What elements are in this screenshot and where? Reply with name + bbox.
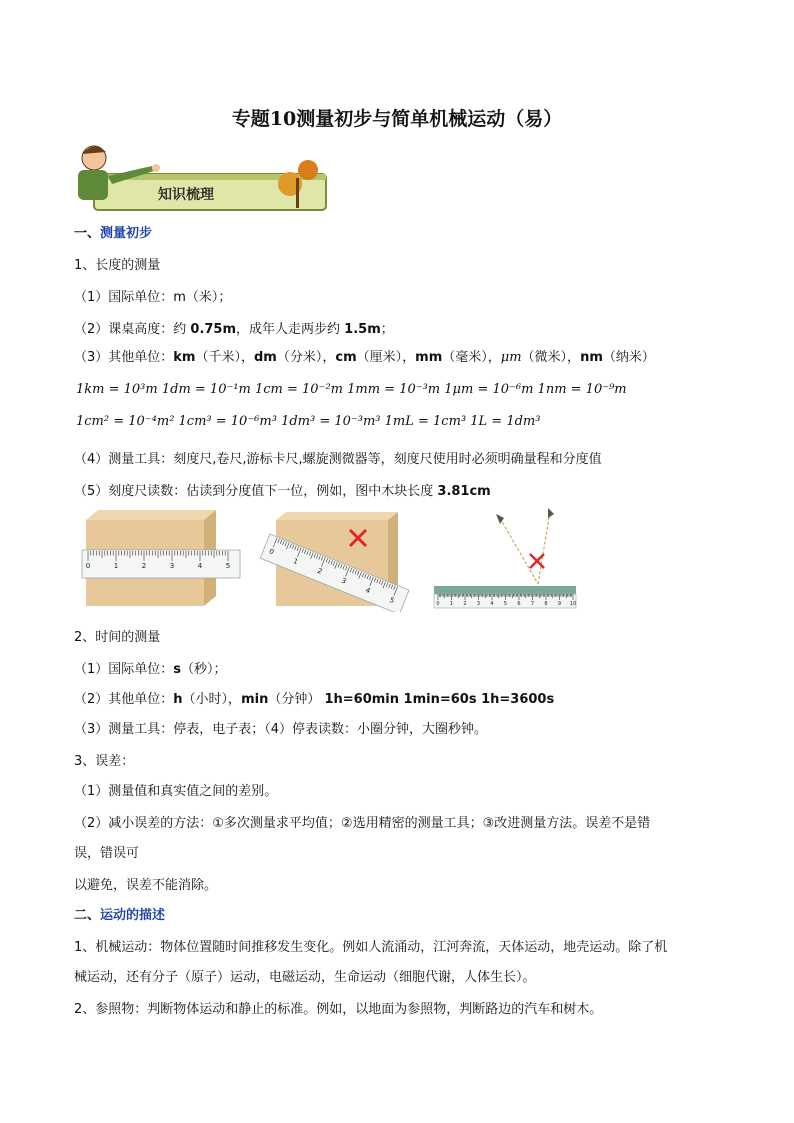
unit: dm: [254, 350, 277, 365]
value: 3.81cm: [437, 484, 491, 499]
section-label: 测量初步: [100, 226, 153, 241]
ruler-tick-label: 3: [169, 562, 175, 570]
text: （秒）；: [181, 662, 227, 677]
ruler-tick-label: 10: [569, 601, 577, 607]
section-heading-1: [74, 222, 152, 241]
text: （2）课桌高度：约: [74, 322, 191, 337]
ruler-tick-label: 0: [85, 562, 91, 570]
formula-line-1: 1km = 10³m 1dm = 10⁻¹m 1cm = 10⁻²m 1mm = 10⁻³m 1μm = 10⁻⁶m 1nm = 10⁻⁹m: [76, 382, 627, 397]
line-8: [74, 658, 227, 677]
line-7: 2、时间的测量: [74, 630, 161, 645]
unit: mm: [415, 350, 443, 365]
ruler-figures: [78, 506, 598, 612]
text: （分钟）: [268, 692, 325, 707]
ruler-tick-label: 9: [557, 601, 562, 607]
unit: h: [173, 692, 183, 707]
ruler-tick-label: 0: [436, 601, 440, 607]
formula-line-2: 1cm² = 10⁻⁴m² 1cm³ = 10⁻⁶m³ 1dm³ = 10⁻³m³ 1mL = 1cm³ 1L = 1dm³: [76, 414, 541, 429]
line-9: [74, 688, 554, 707]
ruler-tick-label: 1: [449, 601, 454, 607]
unit: cm: [335, 350, 357, 365]
ruler-tick-label: 2: [463, 601, 467, 607]
value: 1.5m: [344, 322, 381, 337]
ruler-tick-label: 1: [113, 562, 119, 570]
line-3: [74, 318, 394, 337]
page-title: 专题10测量初步与简单机械运动（易）: [231, 108, 563, 130]
ruler-tick-label: 4: [364, 586, 372, 596]
text: （千米），: [195, 350, 254, 365]
line-11: 3、误差：: [74, 754, 135, 769]
line-18: 2、参照物：判断物体运动和静止的标准。例如，以地面为参照物，判断路边的汽车和树木。: [74, 1002, 603, 1017]
section-label: 运动的描述: [100, 908, 166, 923]
ruler-tick-label: 2: [316, 566, 324, 576]
ruler-tick-label: 1: [291, 557, 300, 567]
section-number: 二、: [74, 908, 101, 923]
text: （纳米）: [602, 350, 655, 365]
text: ；: [380, 322, 394, 337]
line-14: 误，错误可: [74, 846, 140, 861]
unit: km: [173, 350, 196, 365]
line-13: （2）减小误差的方法：①多次测量求平均值；②选用精密的测量工具；③改进测量方法。误差不是错: [74, 816, 651, 831]
text: （小时），: [182, 692, 242, 707]
section-number: 一、: [74, 226, 101, 241]
ruler-tick-label: 2: [141, 562, 147, 570]
line-17: 械运动，还有分子（原子）运动，电磁运动，生命运动（细胞代谢，人体生长）。: [74, 970, 536, 985]
ruler-tick-label: 5: [503, 601, 508, 607]
line-16: 1、机械运动：物体位置随时间推移发生变化。例如人流涌动，江河奔流，天体运动，地壳运动。除了机: [74, 940, 668, 955]
ruler-tick-label: 3: [340, 576, 348, 586]
unit: min: [241, 692, 269, 707]
ruler-tick-label: 5: [388, 595, 396, 606]
line-10: （3）测量工具：停表，电子表；（4）停表读数：小圈分钟，大圈秒钟。: [74, 722, 488, 737]
line-12: （1）测量值和真实值之间的差别。: [74, 784, 278, 799]
line-5: （4）测量工具：刻度尺,卷尺,游标卡尺,螺旋测微器等，刻度尺使用时必须明确量程和分度值: [74, 452, 602, 467]
figure-tilted-ruler: [260, 512, 409, 612]
banner-label: 知识梳理: [158, 187, 214, 203]
text: （毫米），: [442, 350, 501, 365]
text: ，成年人走两步约: [236, 322, 345, 337]
figure-correct-ruler: [82, 510, 240, 606]
conversion: 1h=60min 1min=60s 1h=3600s: [324, 692, 555, 707]
line-15: 以避免，误差不能消除。: [74, 878, 218, 893]
text: （2）其他单位：: [74, 692, 174, 707]
knowledge-banner: [72, 140, 332, 216]
unit: μm: [500, 350, 522, 365]
line-1: 1、长度的测量: [74, 258, 161, 273]
text: （5）刻度尺读数：估读到分度值下一位，例如，图中木块长度: [74, 484, 438, 499]
text: （微米），: [521, 350, 581, 365]
line-6: [74, 480, 491, 499]
text: （厘米），: [356, 350, 416, 365]
line-2: （1）国际单位：m（米）；: [74, 290, 232, 305]
value: 0.75m: [190, 322, 237, 337]
unit: nm: [580, 350, 603, 365]
ruler-tick-label: 0: [267, 547, 275, 557]
line-4: [74, 346, 655, 365]
ruler-tick-label: 5: [225, 562, 231, 570]
text: （分米），: [276, 350, 336, 365]
unit: s: [173, 662, 182, 677]
figure-eye-reading: [434, 508, 576, 608]
text: （1）国际单位：: [74, 662, 174, 677]
ruler-tick-label: 4: [490, 601, 494, 607]
ruler-tick-label: 8: [544, 601, 548, 607]
text: （3）其他单位：: [74, 350, 174, 365]
section-heading-2: [74, 904, 165, 923]
ruler-tick-label: 7: [530, 601, 535, 607]
ruler-tick-label: 4: [197, 562, 203, 570]
ruler-tick-label: 6: [517, 601, 521, 607]
ruler-tick-label: 3: [476, 601, 481, 607]
